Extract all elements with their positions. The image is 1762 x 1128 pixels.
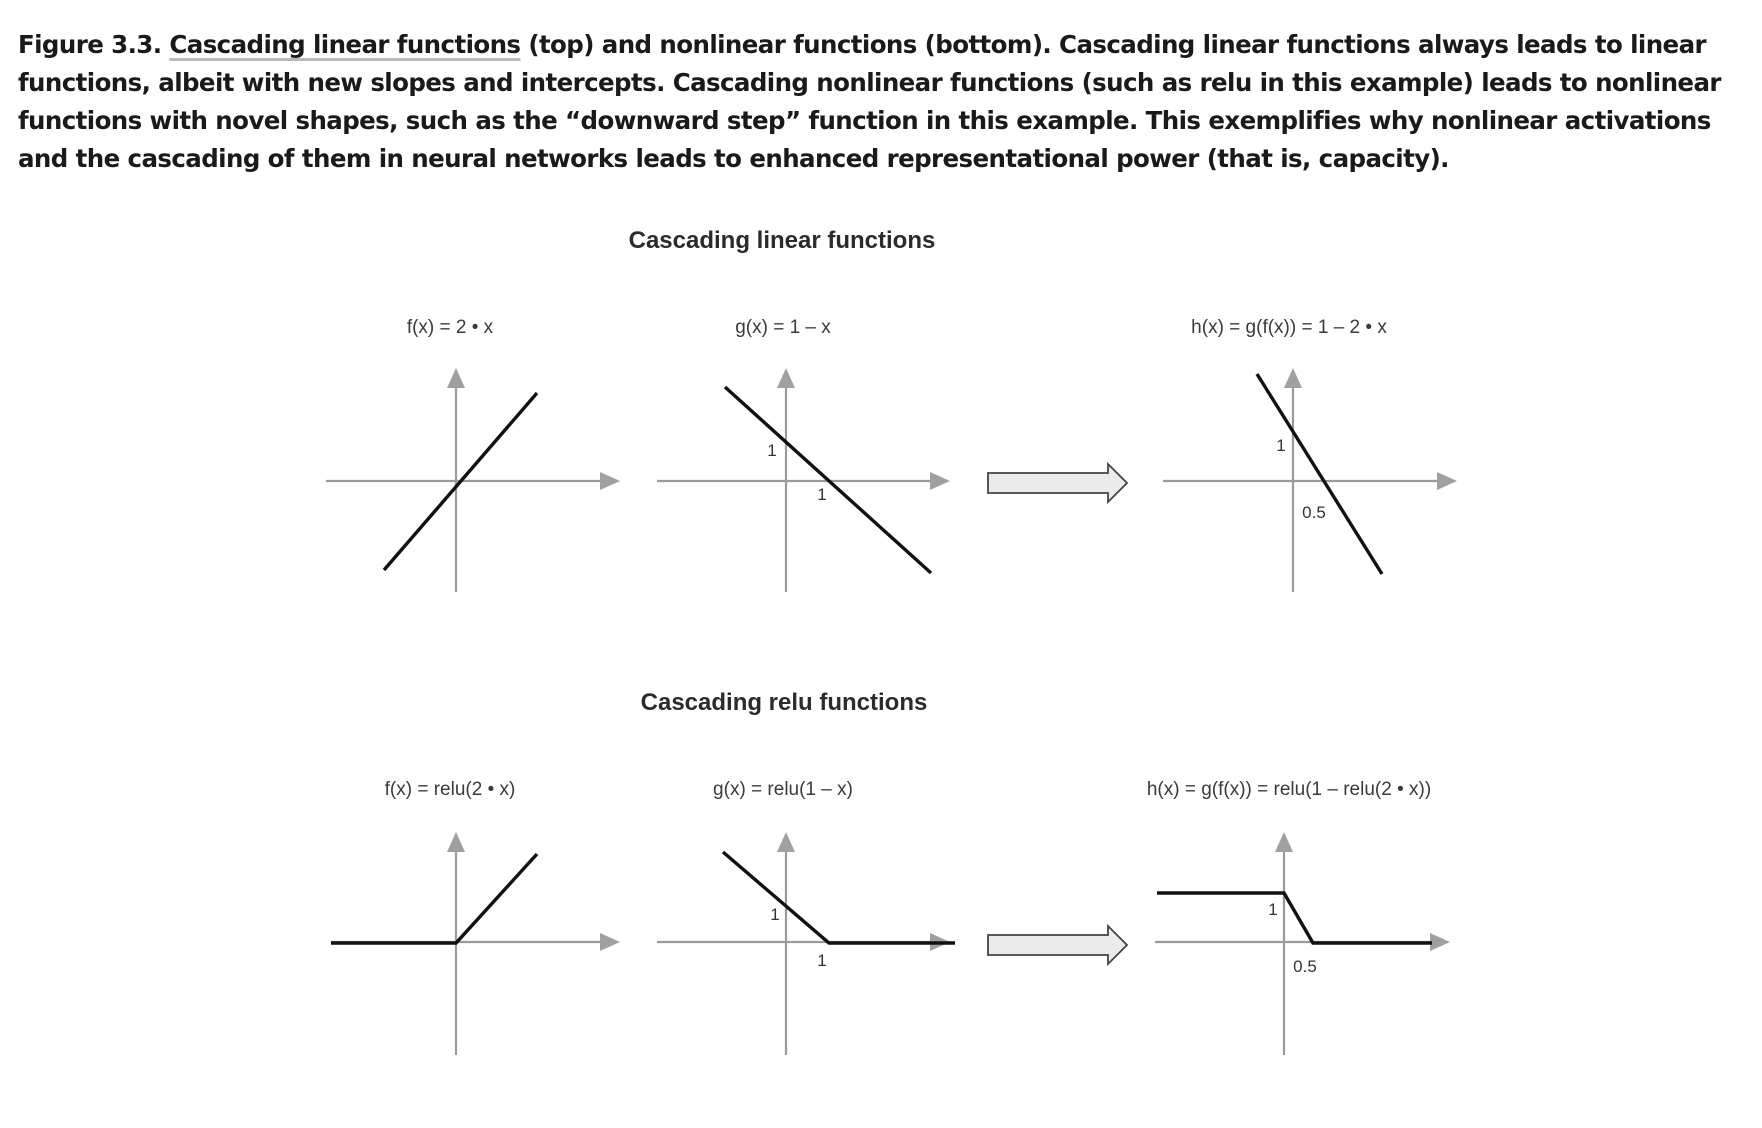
relu-section-title: Cascading relu functions — [640, 689, 928, 716]
h-relu-step-curve — [1157, 893, 1432, 943]
x-axis-arrowhead — [600, 933, 620, 951]
y-axis-arrowhead — [447, 368, 465, 388]
caption-link[interactable]: Cascading linear functions — [169, 30, 521, 59]
linear-section-title: Cascading linear functions — [628, 227, 936, 254]
linear-f-label: f(x) = 2 • x — [406, 317, 494, 338]
x-axis-arrowhead — [1437, 472, 1457, 490]
g-relu-y-tick-label: 1 — [770, 905, 780, 924]
f-relu-curve — [331, 854, 537, 943]
linear-g-label: g(x) = 1 – x — [735, 317, 831, 338]
compose-arrow-icon — [988, 464, 1127, 502]
y-axis-arrowhead — [777, 368, 795, 388]
h-relu-y-tick-label: 1 — [1268, 900, 1278, 919]
h-relu-x-tick-label: 0.5 — [1293, 957, 1317, 976]
relu-h-label: h(x) = g(f(x)) = relu(1 – relu(2 • x)) — [1146, 779, 1432, 800]
x-axis-arrowhead — [930, 472, 950, 490]
caption-text: (top) and nonlinear functions (bottom). Cascading linear functions always leads to linear functions, albeit with new slopes and intercepts. Cascading nonlinear functions (such as relu in this example) leads to nonlinear functions with novel shapes, such as the “downward step” function in this example. This exemplifies why nonlinear activations and the cascading of them in neural networks leads to enhanced representational power (that is, capacity). — [18, 30, 1721, 173]
y-axis-arrowhead — [777, 832, 795, 852]
g-relu-curve — [723, 852, 955, 943]
h-x-intercept-label: 0.5 — [1302, 503, 1326, 522]
y-axis-arrowhead — [1284, 368, 1302, 388]
x-axis-arrowhead — [600, 472, 620, 490]
y-axis-arrowhead — [447, 832, 465, 852]
linear-f-plot — [326, 368, 620, 592]
relu-g-plot — [657, 832, 955, 1055]
g-relu-x-tick-label: 1 — [817, 951, 827, 970]
caption-prefix: Figure 3.3. — [18, 30, 162, 59]
h-y-intercept-label: 1 — [1276, 436, 1286, 455]
g-x-intercept-label: 1 — [817, 485, 827, 504]
compose-arrow-icon — [988, 926, 1127, 964]
g-y-intercept-label: 1 — [767, 441, 777, 460]
relu-g-label: g(x) = relu(1 – x) — [713, 779, 853, 800]
relu-f-label: f(x) = relu(2 • x) — [384, 779, 516, 800]
y-axis-arrowhead — [1275, 832, 1293, 852]
linear-h-label: h(x) = g(f(x)) = 1 – 2 • x — [1191, 317, 1387, 338]
linear-h-plot — [1163, 368, 1457, 592]
h-line — [1257, 374, 1382, 574]
relu-h-plot — [1155, 832, 1450, 1055]
linear-g-plot — [657, 368, 950, 592]
x-axis-arrowhead — [1430, 933, 1450, 951]
relu-f-plot — [331, 832, 620, 1055]
